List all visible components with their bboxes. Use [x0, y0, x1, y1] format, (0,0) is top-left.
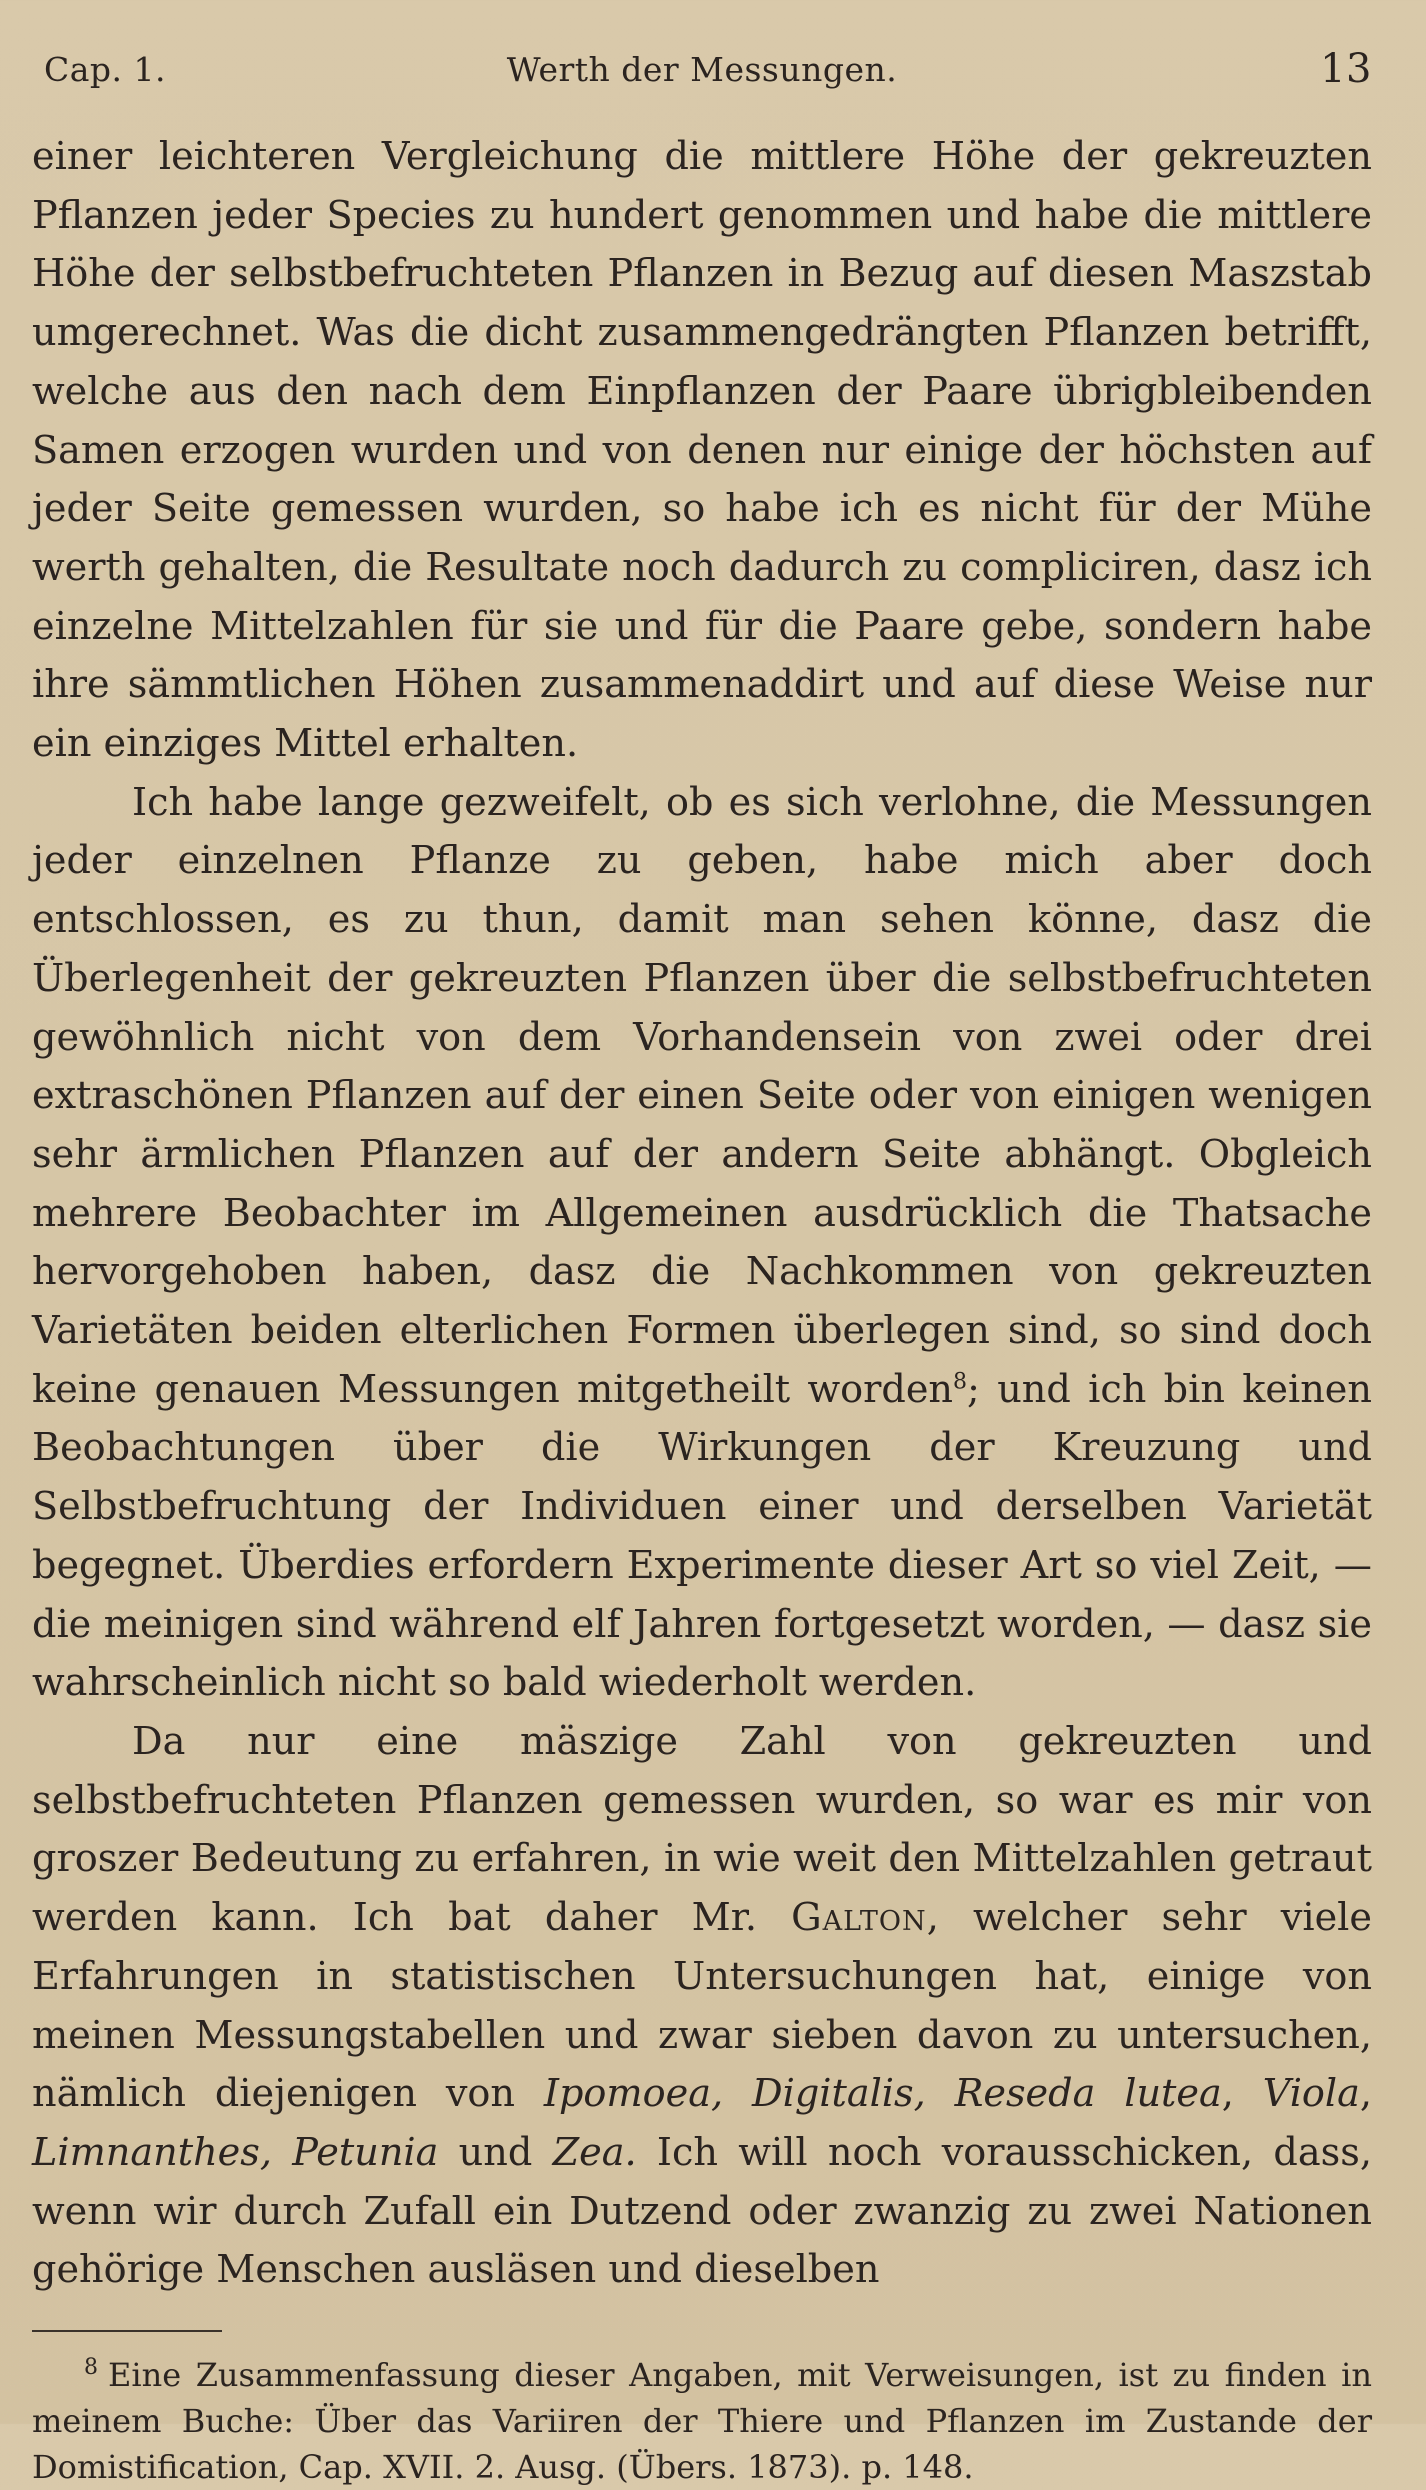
separator: ,	[1221, 2072, 1263, 2117]
paragraph-3-text-a: Da nur eine mäszige Zahl von gekreuzten und selbstbefruchteten Pflanzen gemessen wurden, so war es mir von groszer Bedeutung zu erfahren, in wie weit den Mittelzahlen getraut werden kann. Ich bat daher Mr.	[32, 1719, 1372, 1941]
paragraph-2	[32, 774, 1372, 1713]
page-number: 13	[1320, 46, 1372, 92]
paragraph-1: einer leichteren Vergleichung die mittlere Höhe der gekreuzten Pflanzen jeder Species zu hundert genommen und habe die mittlere Höhe der selbstbefruchteten Pflanzen in Bezug auf diesen Maszstab umgerechnet. Was die dicht zusammengedrängten Pflanzen betrifft, welche aus den nach dem Einpflanzen der Paare übrigbleibenden Samen erzogen wurden und von denen nur einige der höchsten auf jeder Seite gemessen wurden, so habe ich es nicht für der Mühe werth gehalten, die Resultate noch dadurch zu compliciren, dasz ich einzelne Mittelzahlen für sie und für die Paare gebe, sondern habe ihre sämmtlichen Höhen zusammenaddirt und auf diese Weise nur ein einziges Mittel erhalten.	[32, 135, 1372, 767]
genus-zea: Zea.	[552, 2130, 637, 2175]
author-name-galton: Galton	[791, 1896, 927, 1941]
paragraph-2-text-b: ; und ich bin keinen Beobachtungen über die Wirkungen der Kreuzung und Selbstbefruchtung der Individuen einer und derselben Varietät begegnet. Überdies erfordern Experimente dieser Art so viel Zeit, — die meinigen sind während elf Jahren fortgesetzt worden, — dasz sie wahrscheinlich nicht so bald wiederholt werden.	[32, 1367, 1372, 1706]
chapter-label: Cap. 1.	[44, 50, 167, 89]
paragraph-3-text-b: , welcher sehr viele Erfahrungen in statistischen Untersuchungen hat, einige von meinen Messungstabellen und zwar sieben davon zu untersuchen, nämlich diejenigen von	[32, 1896, 1372, 2117]
paragraph-3-text-c: Ich will noch vorausschicken, dass, wenn wir durch Zufall ein Dutzend oder zwanzig zu zwei Nationen gehörige Menschen ausläsen und dieselben	[32, 2130, 1372, 2293]
genus-list-2: Limnanthes, Petunia	[32, 2130, 439, 2175]
paragraph-2-text-a: Ich habe lange gezweifelt, ob es sich verlohne, die Messungen jeder einzelnen Pflanze zu geben, habe mich aber doch entschlossen, es zu thun, damit man sehen könne, dasz die Überlegenheit der gekreuzten Pflanzen über die selbstbefruchteten gewöhnlich nicht von dem Vorhandensein von zwei oder drei extraschönen Pflanzen auf der einen Seite oder von einigen wenigen sehr ärmlichen Pflanzen auf der andern Seite abhängt. Obgleich mehrere Beobachter im Allgemeinen ausdrücklich die Thatsache hervorgehoben haben, dasz die Nachkommen von gekreuzten Varietäten beiden elterlichen Formen überlegen sind, so sind doch keine genauen Messungen mitgetheilt worden	[32, 780, 1372, 1412]
footnote-mark: 8	[84, 2355, 98, 2381]
running-header	[32, 30, 1372, 94]
footnote-divider	[32, 2330, 222, 2332]
footnote	[32, 2352, 1372, 2490]
footnote-reference[interactable]: 8	[953, 1369, 968, 1395]
running-title: Werth der Messungen.	[506, 50, 898, 89]
genus-viola: Viola	[1262, 2072, 1360, 2117]
genus-list-1: Ipomoea, Digitalis, Reseda lutea	[543, 2072, 1222, 2117]
footnote-text: Eine Zusammenfassung dieser Angaben, mit Verweisungen, ist zu finden in meinem Buche: Über das Variiren der Thiere und Pflanzen im Zustande der Domistification, Cap. XVII. 2. Ausg. (Übers. 1873). p. 148.	[32, 2356, 1372, 2487]
separator: ,	[1359, 2072, 1373, 2117]
main-text	[32, 128, 1372, 2300]
conjunction: und	[438, 2130, 553, 2175]
book-page	[32, 30, 1373, 2487]
paragraph-3	[32, 1713, 1372, 2300]
